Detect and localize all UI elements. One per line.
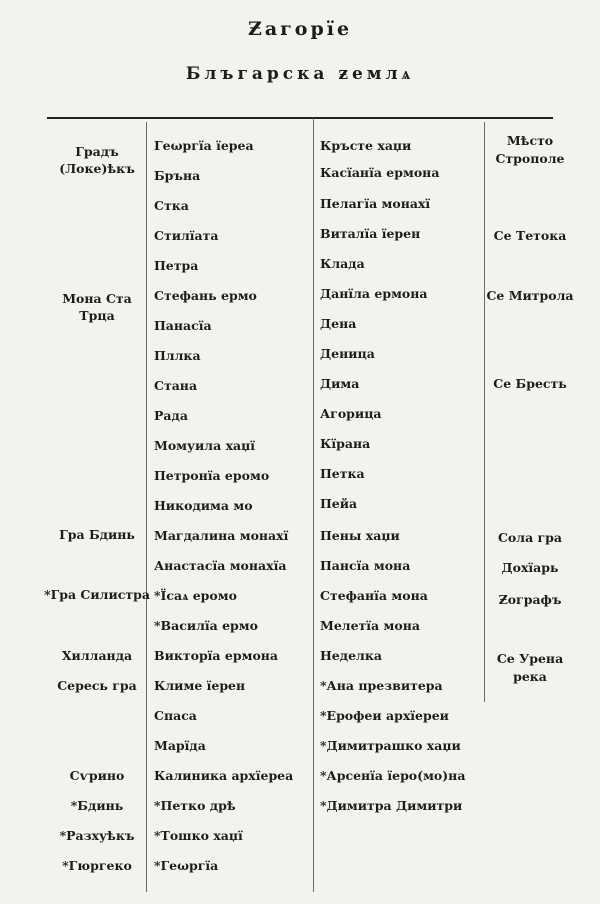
column-divider-3	[484, 122, 485, 702]
person-name: Пллка	[154, 348, 201, 363]
person-name: *Димитрашко хаџи	[320, 738, 461, 753]
header-rule	[47, 117, 553, 119]
person-name: *Тошко хаџї	[154, 828, 243, 843]
place-name: Мона Ста	[62, 291, 132, 306]
person-name: *Арсенїа їеро(мо)на	[320, 768, 466, 783]
place-name: *Гюргеко	[62, 858, 132, 873]
place-name: Градъ	[75, 144, 119, 159]
person-name: Климе їерен	[154, 678, 246, 693]
person-name: Пены хаџи	[320, 528, 400, 543]
place-name: *Бдинь	[70, 798, 124, 813]
person-name: Пелагїа монахї	[320, 196, 431, 211]
person-name: Стана	[154, 378, 198, 393]
person-name: Магдалина монахї	[154, 528, 289, 543]
person-name: Калиника архїереа	[154, 768, 294, 783]
person-name: *Петко дрѣ	[154, 798, 236, 813]
person-name: Неделка	[320, 648, 382, 663]
person-name: Дима	[320, 376, 360, 391]
person-name: Момуила хаџї	[154, 438, 256, 453]
person-name: Марїда	[154, 738, 206, 753]
person-name: Викторїа ермона	[154, 648, 279, 663]
person-name: Агорица	[320, 406, 382, 421]
place-name: Сересь гра	[57, 678, 137, 693]
place-name: Сѵрино	[69, 768, 125, 783]
person-name: Мелетїа мона	[320, 618, 420, 633]
person-name: Стилїата	[154, 228, 219, 243]
person-name: Бръна	[154, 168, 201, 183]
page-subtitle: Блъгарска ƶемлѧ	[185, 64, 415, 84]
place-name: Гра Бдинь	[59, 527, 135, 542]
person-name: Петронїа еромо	[154, 468, 270, 483]
place-name: Се Тетока	[493, 228, 567, 243]
person-name: Спаса	[154, 708, 197, 723]
person-name: Петка	[320, 466, 365, 481]
person-name: *Димитра Димитри	[320, 798, 463, 813]
person-name: Виталїа їерен	[320, 226, 421, 241]
person-name: *Ерофеи архїереи	[320, 708, 449, 723]
place-name: Строполе	[495, 151, 565, 166]
place-name: Се Урена	[496, 651, 564, 666]
place-name: Се Бресть	[493, 376, 567, 391]
person-name: *Ана презвитера	[320, 678, 443, 693]
person-name: Дена	[320, 316, 357, 331]
person-name: *Геωргїа	[154, 858, 219, 873]
person-name: Стефань ермо	[154, 288, 257, 303]
page-title: Ƶагорїе	[247, 18, 353, 40]
person-name: Рада	[154, 408, 188, 423]
column-divider-2	[313, 118, 314, 892]
person-name: Пансїа мона	[320, 558, 411, 573]
person-name: Панасїа	[154, 318, 212, 333]
person-name: *Їсаѧ еромо	[154, 588, 237, 603]
place-name: Мѣсто	[506, 133, 554, 148]
place-name: Дохїарь	[501, 560, 559, 575]
place-name: *Гра Силистра	[44, 587, 150, 602]
person-name: Кїрана	[320, 436, 371, 451]
person-name: Данїла ермона	[320, 286, 428, 301]
person-name: Анастасїа монахїа	[154, 558, 287, 573]
person-name: Клада	[320, 256, 365, 271]
person-name: *Василїа ермо	[154, 618, 258, 633]
place-name: Ƶографъ	[498, 592, 562, 607]
place-name: (Локе)ѣкъ	[59, 161, 135, 176]
person-name: Касїанїа ермона	[320, 165, 440, 180]
person-name: Пейа	[320, 496, 358, 511]
person-name: Петра	[154, 258, 199, 273]
place-name: Трца	[79, 308, 115, 323]
person-name: Деница	[320, 346, 375, 361]
place-name: *Разхуѣкъ	[59, 828, 135, 843]
place-name: Хилланда	[61, 648, 133, 663]
place-name: река	[513, 669, 547, 684]
place-name: Сола гра	[497, 530, 563, 545]
person-name: Геωргїа їереа	[154, 138, 254, 153]
place-name: Се Митрола	[486, 288, 574, 303]
person-name: Стефанїа мона	[320, 588, 428, 603]
person-name: Кръсте хаџи	[320, 138, 412, 153]
person-name: Стка	[154, 198, 189, 213]
person-name: Никодима мо	[154, 498, 253, 513]
